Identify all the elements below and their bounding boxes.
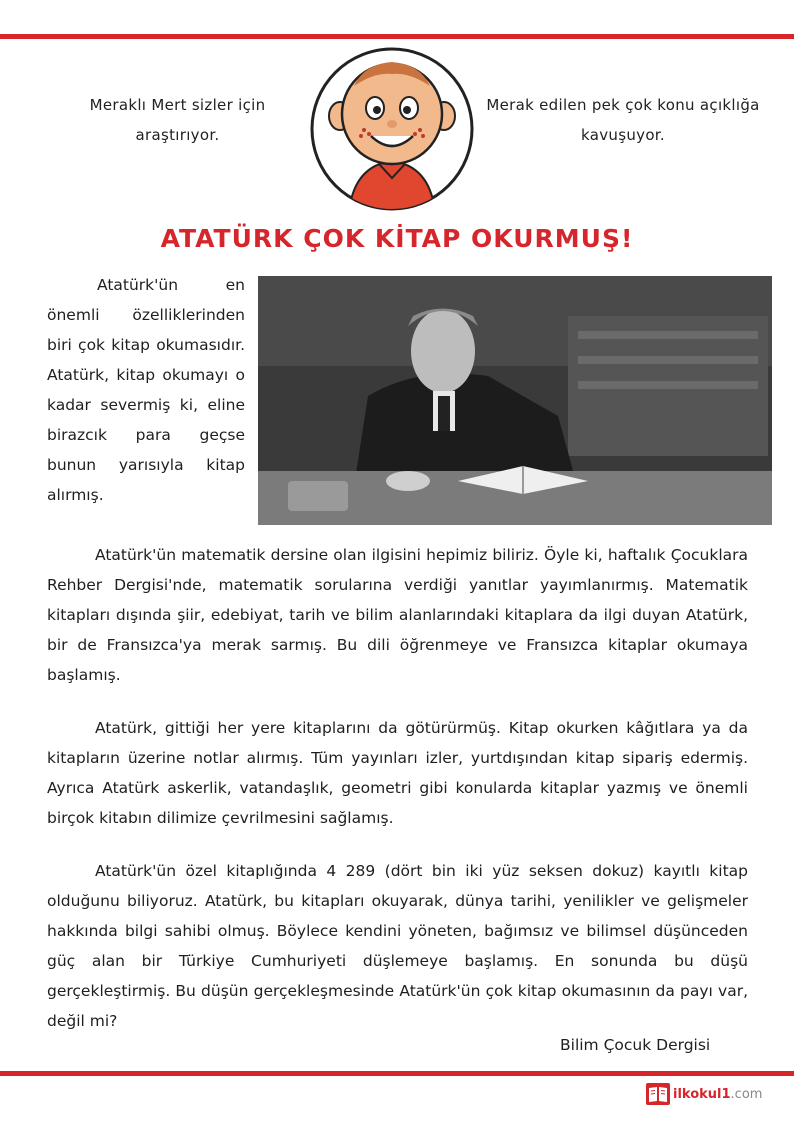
left-speech-text: Meraklı Mert sizler için araştırıyor.: [89, 96, 266, 144]
paragraph-1: Atatürk'ün matematik dersine olan ilgisini hepimiz biliriz. Öyle ki, haftalık Çocuklara Rehber Dergisi'nde, matematik sorularına verdiği yanıtlar yayımlanırmış. Matematik kitapları dışında şiir, edebiyat, tarih ve bilim alanlarındaki kitaplara da ilgi duyan Atatürk, bir de Fransızca'ya merak sarmış. Bu dili öğrenmeye ve Fransızca kitaplar okumaya başlamış.: [47, 546, 748, 684]
bottom-rule: [0, 1071, 794, 1076]
book-icon: [646, 1083, 670, 1105]
right-speech-text: Merak edilen pek çok konu açıklığa kavuşuyor.: [486, 96, 760, 144]
logo-tld: .com: [730, 1086, 763, 1102]
paragraph-2: Atatürk, gittiği her yere kitaplarını da götürürmüş. Kitap okurken kâğıtlara ya da kitapların üzerine notlar alırmış. Tüm yayınları izler, yurtdışından kitap sipariş edermiş. Ayrıca Atatürk askerlik, vatandaşlık, geometri gibi konularda kitaplar yazmış ve önemli birçok kitabın dilimize çevrilmesini sağlamış.: [47, 719, 748, 827]
top-rule: [0, 34, 794, 39]
site-logo[interactable]: [646, 1082, 762, 1106]
reading-photo: [258, 276, 772, 525]
source-credit: Bilim Çocuk Dergisi: [560, 1036, 711, 1054]
page-title: ATATÜRK ÇOK KİTAP OKURMUŞ!: [160, 224, 634, 253]
intro-paragraph: Atatürk'ün en önemli özelliklerinden biri çok kitap okumasıdır. Atatürk, kitap okumayı o kadar severmiş ki, eline birazcık para geçse bunun yarısıyla kitap alırmış.: [47, 276, 245, 504]
mascot-illustration: [309, 46, 475, 212]
logo-text: [673, 1087, 762, 1102]
paragraph-3: Atatürk'ün özel kitaplığında 4 289 (dört bin iki yüz seksen dokuz) kayıtlı kitap olduğunu biliyoruz. Atatürk, bu kitapları okuyarak, dünya tarihi, yenilikler ve gelişmeler hakkında bilgi sahibi olmuş. Böylece kendini yöneten, bağımsız ve bilimsel düşünceden güç alan bir Türkiye Cumhuriyeti düşlemeye başlamış. En sonunda bu düşü gerçekleştirmiş. Bu düşün gerçekleşmesinde Atatürk'ün çok kitap okumasının da payı var, değil mi?: [47, 862, 748, 1030]
logo-brand: ilkokul1: [673, 1086, 731, 1102]
